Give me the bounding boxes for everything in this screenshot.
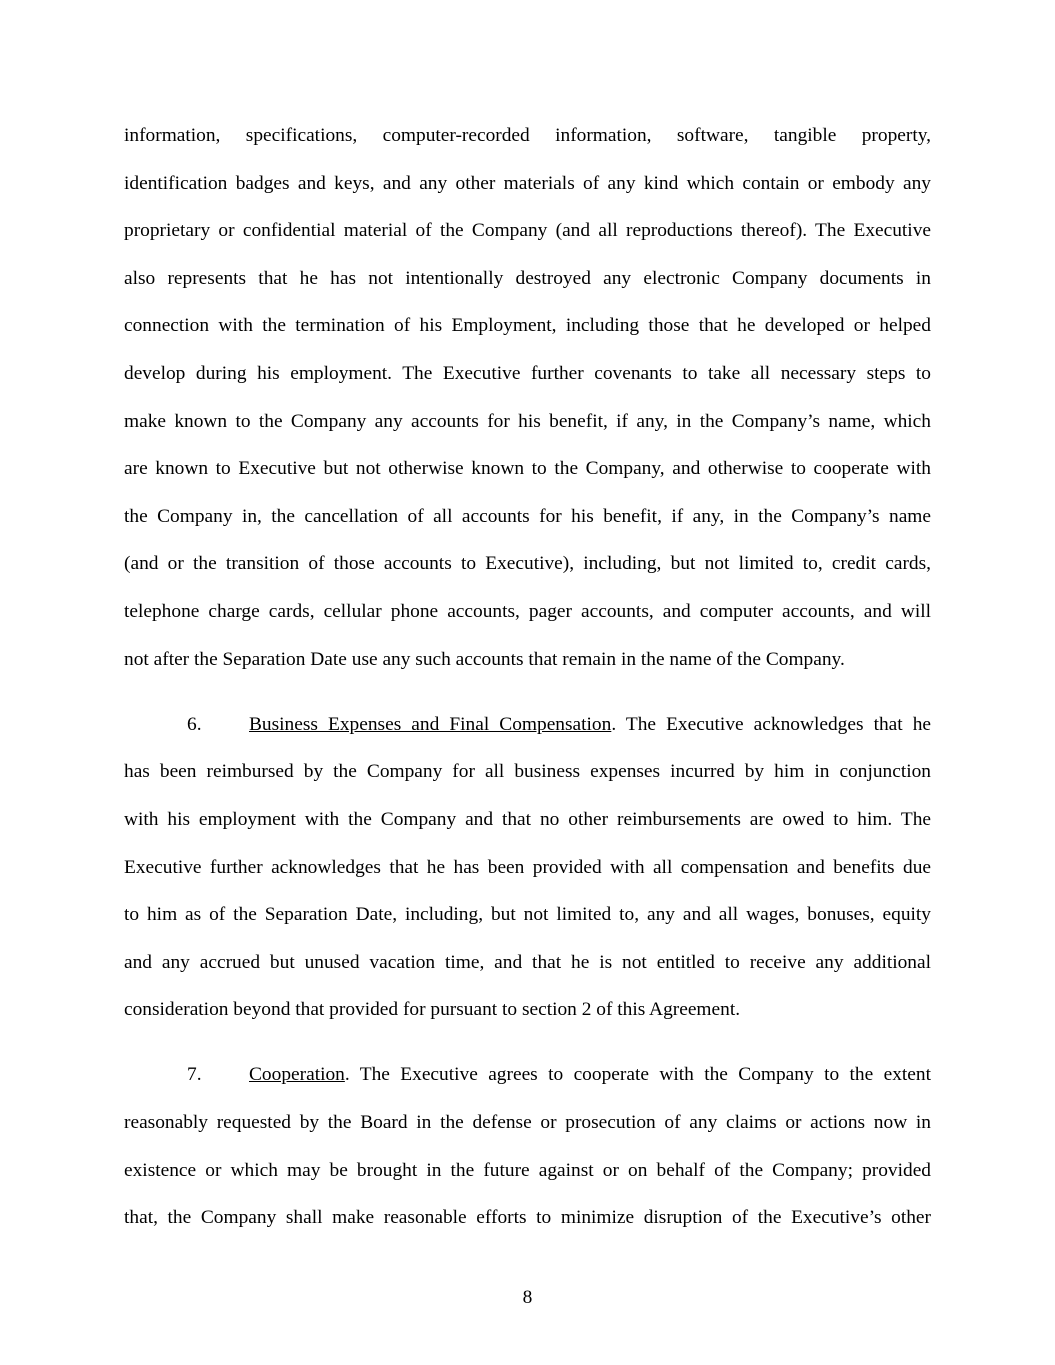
section-heading: Business Expenses and Final Compensation [249, 713, 612, 735]
text-line: (and or the transition of those accounts to Executive), including, but not limited to, credit cards, [124, 553, 931, 575]
text-line: develop during his employment. The Executive further covenants to take all necessary steps to [124, 362, 931, 384]
section-heading: Cooperation [249, 1064, 345, 1086]
page-number: 8 [522, 1287, 533, 1308]
text-line: consideration beyond that provided for pursuant to section 2 of this Agreement. [124, 999, 741, 1021]
text-line: and any accrued but unused vacation time, and that he is not entitled to receive any additional [124, 951, 931, 973]
text-line: the Company in, the cancellation of all accounts for his benefit, if any, in the Company’s name [124, 505, 931, 527]
text-line: identification badges and keys, and any other materials of any kind which contain or embody any [124, 172, 931, 194]
section-6-first-line [124, 701, 931, 749]
text-line: reasonably requested by the Board in the defense or prosecution of any claims or actions now in [124, 1112, 931, 1134]
text-run: . The Executive acknowledges that he [611, 713, 932, 735]
text-line: to him as of the Separation Date, including, but not limited to, any and all wages, bonuses, equity [124, 904, 931, 926]
text-line: has been reimbursed by the Company for all business expenses incurred by him in conjunction [124, 761, 931, 783]
section-7-lead [249, 1051, 931, 1099]
text-line: proprietary or confidential material of the Company (and all reproductions thereof). The Executive [124, 220, 931, 242]
section-6 [124, 701, 931, 1034]
text-line: that, the Company shall make reasonable efforts to minimize disruption of the Executive’s other [124, 1207, 931, 1229]
text-line: telephone charge cards, cellular phone accounts, pager accounts, and computer accounts, and will [124, 600, 931, 622]
text-line: not after the Separation Date use any such accounts that remain in the name of the Company. [124, 648, 845, 670]
text-line: are known to Executive but not otherwise known to the Company, and otherwise to cooperate with [124, 458, 931, 480]
text-line: with his employment with the Company and that no other reimbursements are owed to him. The [124, 808, 931, 830]
text-line: information, specifications, computer-recorded information, software, tangible property, [124, 125, 931, 146]
section-7 [124, 1051, 931, 1241]
section-number: 7. [187, 1064, 202, 1086]
section-6-lead [249, 701, 931, 749]
paragraph-continued [124, 112, 931, 683]
text-line: make known to the Company any accounts for his benefit, if any, in the Company’s name, which [124, 410, 931, 432]
text-line: existence or which may be brought in the future against or on behalf of the Company; provided [124, 1159, 931, 1181]
text-run: . The Executive agrees to cooperate with the Company to the extent [344, 1064, 931, 1086]
section-number: 6. [187, 713, 202, 735]
text-line: Executive further acknowledges that he has been provided with all compensation and benefits due [124, 856, 931, 878]
text-line: connection with the termination of his Employment, including those that he developed or helped [124, 315, 931, 337]
text-line: also represents that he has not intentionally destroyed any electronic Company documents in [124, 267, 931, 289]
section-7-first-line [124, 1051, 931, 1099]
document-page [124, 112, 931, 1242]
